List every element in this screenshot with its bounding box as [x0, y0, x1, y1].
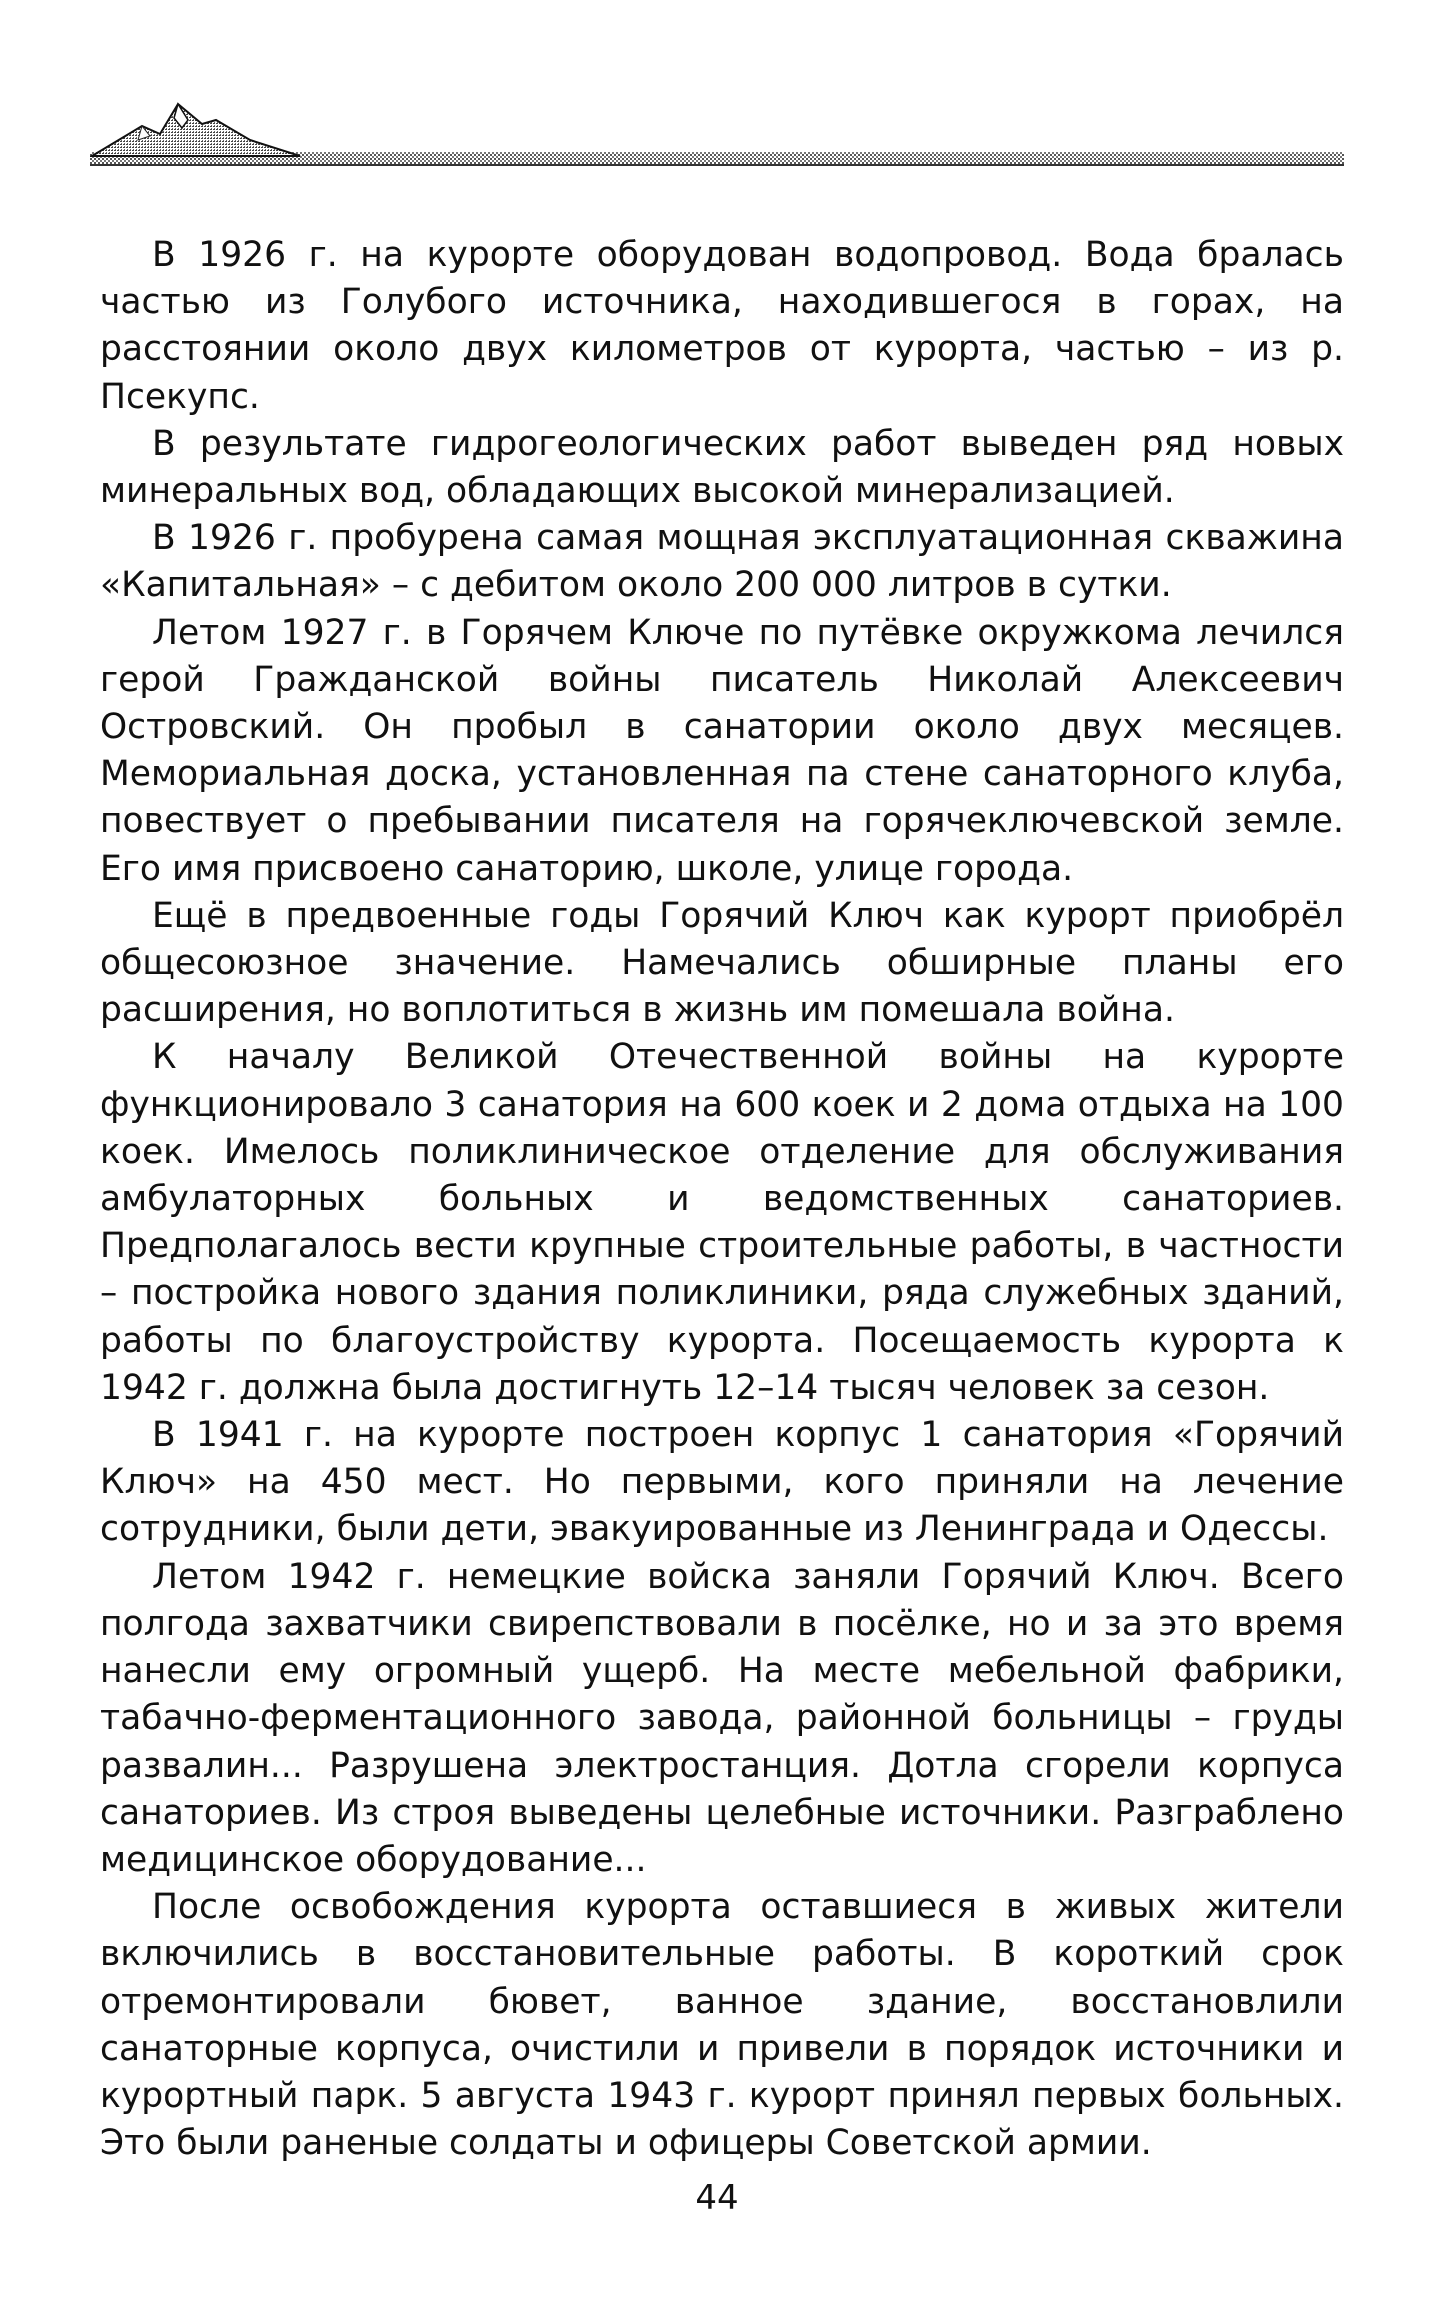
- page-number: 44: [695, 2178, 739, 2218]
- paragraph: В 1941 г. на курорте построен корпус 1 санатория «Горячий Ключ» на 450 мест. Но первыми, кого приняли на лечение сотрудники, были дети, эвакуированные из Ленинграда и Одессы.: [100, 1415, 1344, 1550]
- paragraph: Летом 1942 г. немецкие войска заняли Горячий Ключ. Всего полгода захватчики свирепствовали в посёлке, но и за это время нанесли ему огромный ущерб. На месте мебельной фабрики, табачно-ферментационного завода, районной больницы – груды развалин... Разрушена электростанция. Дотла сгорели корпуса санаториев. Из строя выведены целебные источники. Разграблено медицинское оборудование...: [100, 1556, 1344, 1880]
- header-ornament: [90, 90, 1344, 170]
- paragraph: Летом 1927 г. в Горячем Ключе по путёвке окружкома лечился герой Гражданской войны писатель Николай Алексеевич Островский. Он пробыл в санатории около двух месяцев. Мемориальная доска, установленная па стене санаторного клуба, повествует о пребывании писателя на горячеключевской земле. Его имя присвоено санаторию, школе, улице города.: [100, 612, 1344, 889]
- paragraph: Ещё в предвоенные годы Горячий Ключ как курорт приобрёл общесоюзное значение. Намечались обширные планы его расширения, но воплотиться в жизнь им помешала война.: [100, 895, 1344, 1031]
- mountain-band-icon: [90, 90, 1344, 170]
- paragraph: В 1926 г. пробурена самая мощная эксплуатационная скважина «Капитальная» – с дебитом около 200 000 литров в сутки.: [100, 518, 1344, 606]
- body-text: [100, 232, 1344, 2167]
- paragraph: В результате гидрогеологических работ выведен ряд новых минеральных вод, обладающих высокой минерализацией.: [100, 423, 1344, 512]
- paragraph: После освобождения курорта оставшиеся в живых жители включились в восстановительные работы. В короткий срок отремонтировали бювет, ванное здание, восстановлили санаторные корпуса, очистили и привели в порядок источники и курортный парк. 5 августа 1943 г. курорт принял первых больных. Это были раненые солдаты и офицеры Советской армии.: [100, 1887, 1344, 2164]
- paragraph: К началу Великой Отечественной войны на курорте функционировало 3 санатория на 600 коек и 2 дома отдыха на 100 коек. Имелось поликлиническое отделение для обслуживания амбулаторных больных и ведомственных санаториев. Предполагалось вести крупные строительные работы, в частности – постройка нового здания поликлиники, ряда служебных зданий, работы по благоустройству курорта. Посещаемость курорта к 1942 г. должна была достигнуть 12–14 тысяч человек за сезон.: [100, 1037, 1344, 1408]
- paragraph: В 1926 г. на курорте оборудован водопровод. Вода бралась частью из Голубого источника, находившегося в горах, на расстоянии около двух километров от курорта, частью – из р. Псекупс.: [100, 235, 1344, 417]
